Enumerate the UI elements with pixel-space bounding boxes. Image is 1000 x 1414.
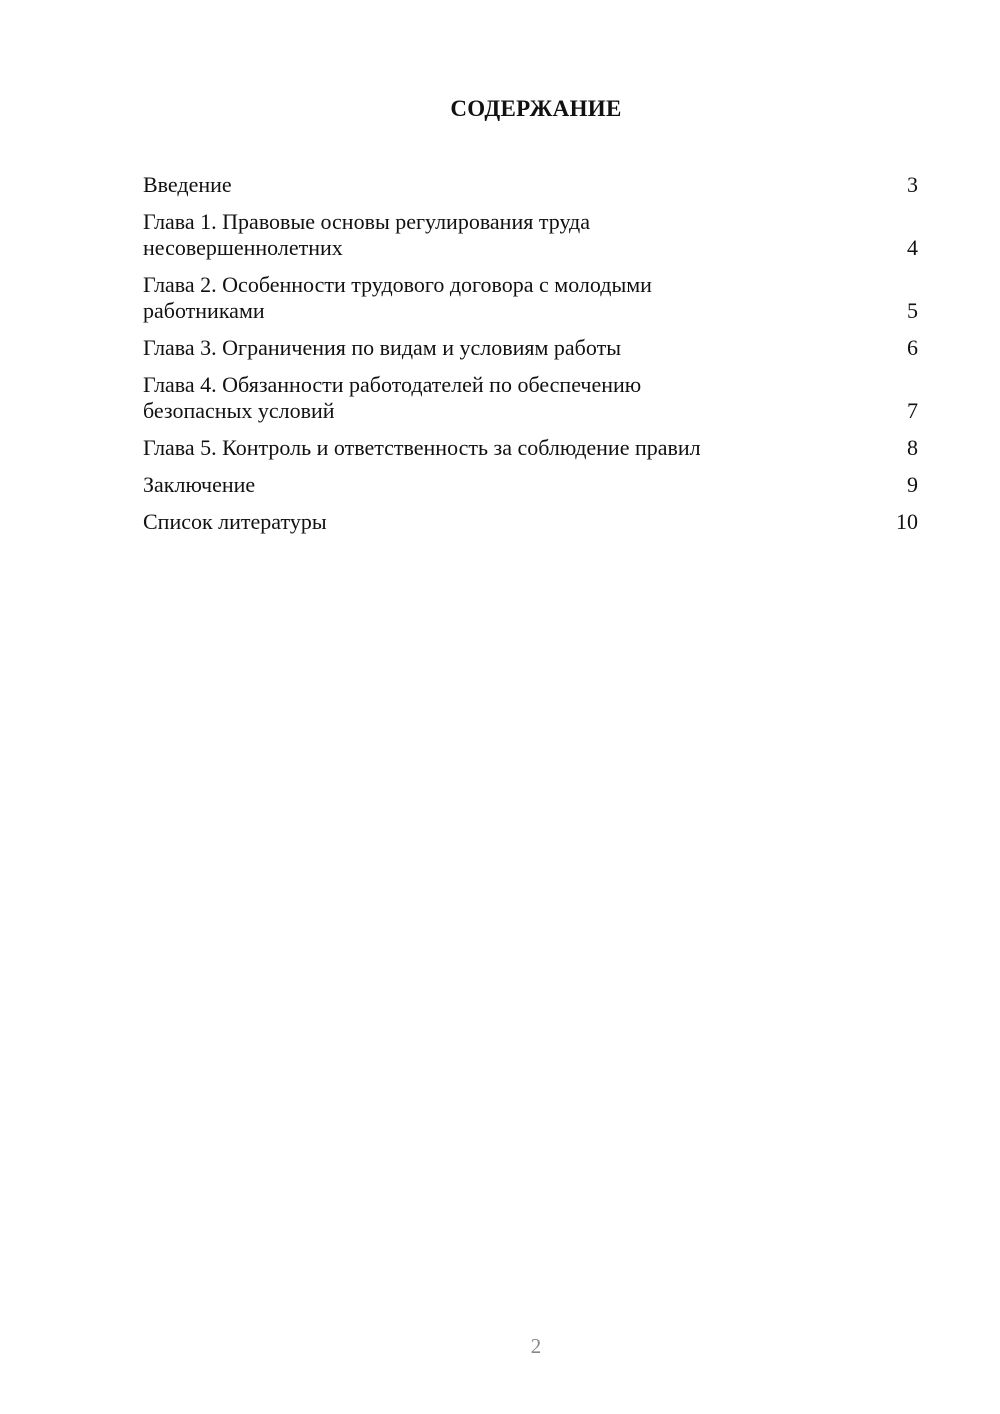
toc-entry-title: [143, 209, 888, 261]
toc-entry-chapter-2: [143, 272, 918, 324]
page-number: 2: [530, 1334, 542, 1358]
toc-entry-chapter-4: [143, 372, 918, 424]
page-title: СОДЕРЖАНИЕ: [450, 96, 622, 121]
toc-entry-title: Глава 3. Ограничения по видам и условиям работы: [143, 335, 621, 360]
toc-entry-title-line: безопасных условий: [143, 398, 335, 423]
toc-entry-chapter-5: [143, 435, 918, 461]
toc-entry-page: 5: [907, 298, 918, 323]
toc-entry-chapter-3: [143, 335, 918, 361]
toc-entry-introduction: [143, 172, 918, 198]
toc-entry-page: 10: [896, 509, 918, 534]
toc-entry-references: [143, 509, 918, 535]
toc-entry-title-line: несовершеннолетних: [143, 235, 343, 260]
toc-entry-page: 3: [907, 172, 918, 197]
toc-entry-title: [143, 272, 888, 324]
toc-entry-page: 9: [907, 472, 918, 497]
toc-entry-title: Список литературы: [143, 509, 327, 534]
toc-entry-title-line: работниками: [143, 298, 265, 323]
toc-entry-title: Заключение: [143, 472, 256, 497]
toc-entry-title: Введение: [143, 172, 232, 197]
toc-entry-chapter-1: [143, 209, 918, 261]
toc-entry-page: 6: [907, 335, 918, 360]
table-of-contents: [143, 172, 918, 535]
toc-entry-title-line: Глава 1. Правовые основы регулирования труда: [143, 209, 591, 234]
toc-entry-title: [143, 372, 888, 424]
toc-entry-conclusion: [143, 472, 918, 498]
toc-entry-title: Глава 5. Контроль и ответственность за соблюдение правил: [143, 435, 701, 460]
toc-entry-page: 8: [907, 435, 918, 460]
toc-entry-title-line: Глава 4. Обязанности работодателей по обеспечению: [143, 372, 642, 397]
toc-entry-title-line: Глава 2. Особенности трудового договора с молодыми: [143, 272, 652, 297]
toc-entry-page: 4: [907, 235, 918, 260]
toc-entry-page: 7: [907, 398, 918, 423]
